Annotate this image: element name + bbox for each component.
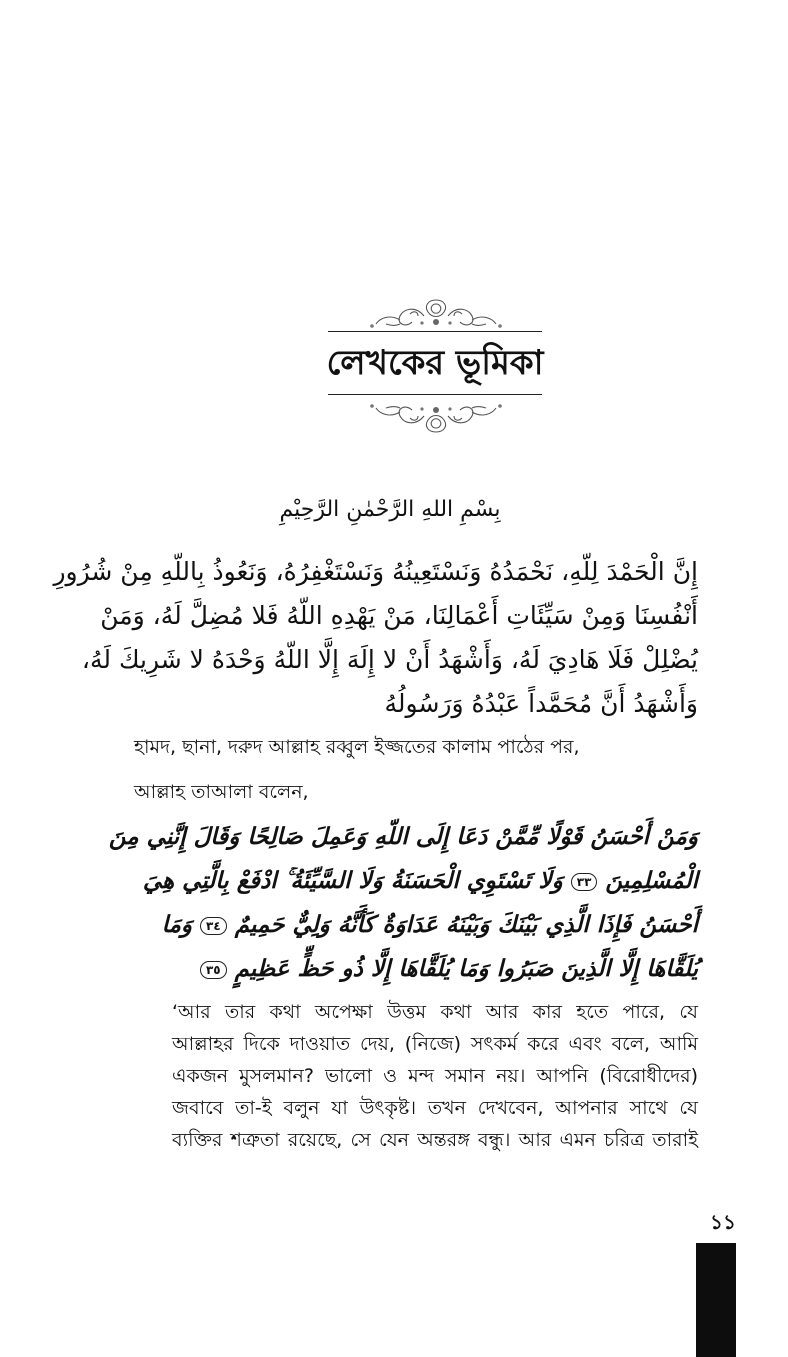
quran-line: [161, 903, 698, 947]
thumb-tab: [696, 1243, 736, 1357]
quran-text: وَلَا تَسْتَوِي الْحَسَنَةُ وَلَا السَّيِّئَةُ ۚ ادْفَعْ بِالَّتِي هِيَ: [142, 868, 563, 894]
translation-line: ব্যক্তির শত্রুতা রয়েছে, সে যেন অন্তরঙ্গ বন্ধু। আর এমন চরিত্র তারাই: [172, 1129, 698, 1151]
translation-block: [172, 996, 698, 1156]
quran-text: وَمَنْ أَحْسَنُ قَوْلًا مِّمَّنْ دَعَا إِلَى اللّهِ وَعَمِلَ صَالِحًا وَقَالَ إِنَّنِي مِنَ: [108, 824, 698, 850]
title-rule-bottom: [328, 394, 542, 395]
quran-verses: [108, 815, 698, 991]
ayah-number-marker: ٣٥: [200, 961, 227, 979]
quran-line: [108, 815, 698, 859]
quran-text: يُلَقَّاهَا إِلَّا الَّذِينَ صَبَرُوا وَمَا يُلَقَّاهَا إِلَّا ذُو حَظٍّ عَظِيمٍ: [234, 956, 698, 982]
translation-line: আল্লাহর দিকে দাওয়াত দেয়, (নিজে) সৎকর্ম করে এবং বলে, আমি: [172, 1033, 698, 1055]
khutbah-line: يُضْلِلْ فَلَا هَادِيَ لَهُ، وَأَشْهَدُ أَنْ لا إِلَهَ إِلَّا اللّهُ وَحْدَهُ لا شَرِيكَ لَهُ،: [81, 645, 698, 674]
quran-line: [168, 947, 698, 991]
khutbah-line: إِنَّ الْحَمْدَ لِلّهِ، نَحْمَدُهُ وَنَسْتَعِينُهُ وَنَسْتَغْفِرُهُ، وَنَعُوذُ بِاللّهِ مِنْ شُرُورِ: [53, 557, 698, 586]
quran-text: وَمَا: [161, 912, 193, 938]
khutbah-line: أَنْفُسِنَا وَمِنْ سَيِّئَاتِ أَعْمَالِنَا، مَنْ يَهْدِهِ اللّهُ فَلا مُضِلَّ لَهُ، وَمَنْ: [100, 601, 698, 630]
quran-text: أَحْسَنُ فَإِذَا الَّذِي بَيْنَكَ وَبَيْنَهُ عَدَاوَةٌ كَأَنَّهُ وَلِيٌّ حَمِيمٌ: [234, 912, 698, 938]
allah-says-text: আল্লাহ তাআলা বলেন,: [134, 781, 309, 803]
ayah-number-marker: ٣٤: [200, 917, 227, 935]
chapter-heading: [324, 296, 546, 448]
translation-line: ‘আর তার কথা অপেক্ষা উত্তম কথা আর কার হতে পারে, যে: [172, 1001, 698, 1023]
quran-text: الْمُسْلِمِينَ: [605, 868, 698, 894]
bismillah: بِسْمِ اللهِ الرَّحْمٰنِ الرَّحِيْمِ: [279, 497, 501, 522]
page-number: ১১: [710, 1210, 736, 1234]
ayah-number-marker: ٣٣: [571, 873, 598, 891]
chapter-title: লেখকের ভূমিকা: [326, 343, 544, 383]
translation-line: একজন মুসলমান? ভালো ও মন্দ সমান নয়। আপনি (বিরোধীদের): [172, 1065, 698, 1087]
khutbah-line: وَأَشْهَدُ أَنَّ مُحَمَّداً عَبْدُهُ وَرَسُولُهُ: [384, 689, 698, 718]
khutbah-block: [53, 550, 698, 726]
quran-line: [142, 859, 698, 903]
ornament-top-icon: [366, 296, 506, 330]
title-rule-top: [328, 331, 542, 332]
ornament-bottom-icon: [366, 402, 506, 436]
translation-line: জবাবে তা-ই বলুন যা উৎকৃষ্ট। তখন দেখবেন, আপনার সাথে যে: [172, 1097, 698, 1119]
intro-text: হামদ, ছানা, দরুদ আল্লাহ রব্বুল ইজ্জতের কালাম পাঠের পর,: [134, 736, 580, 758]
